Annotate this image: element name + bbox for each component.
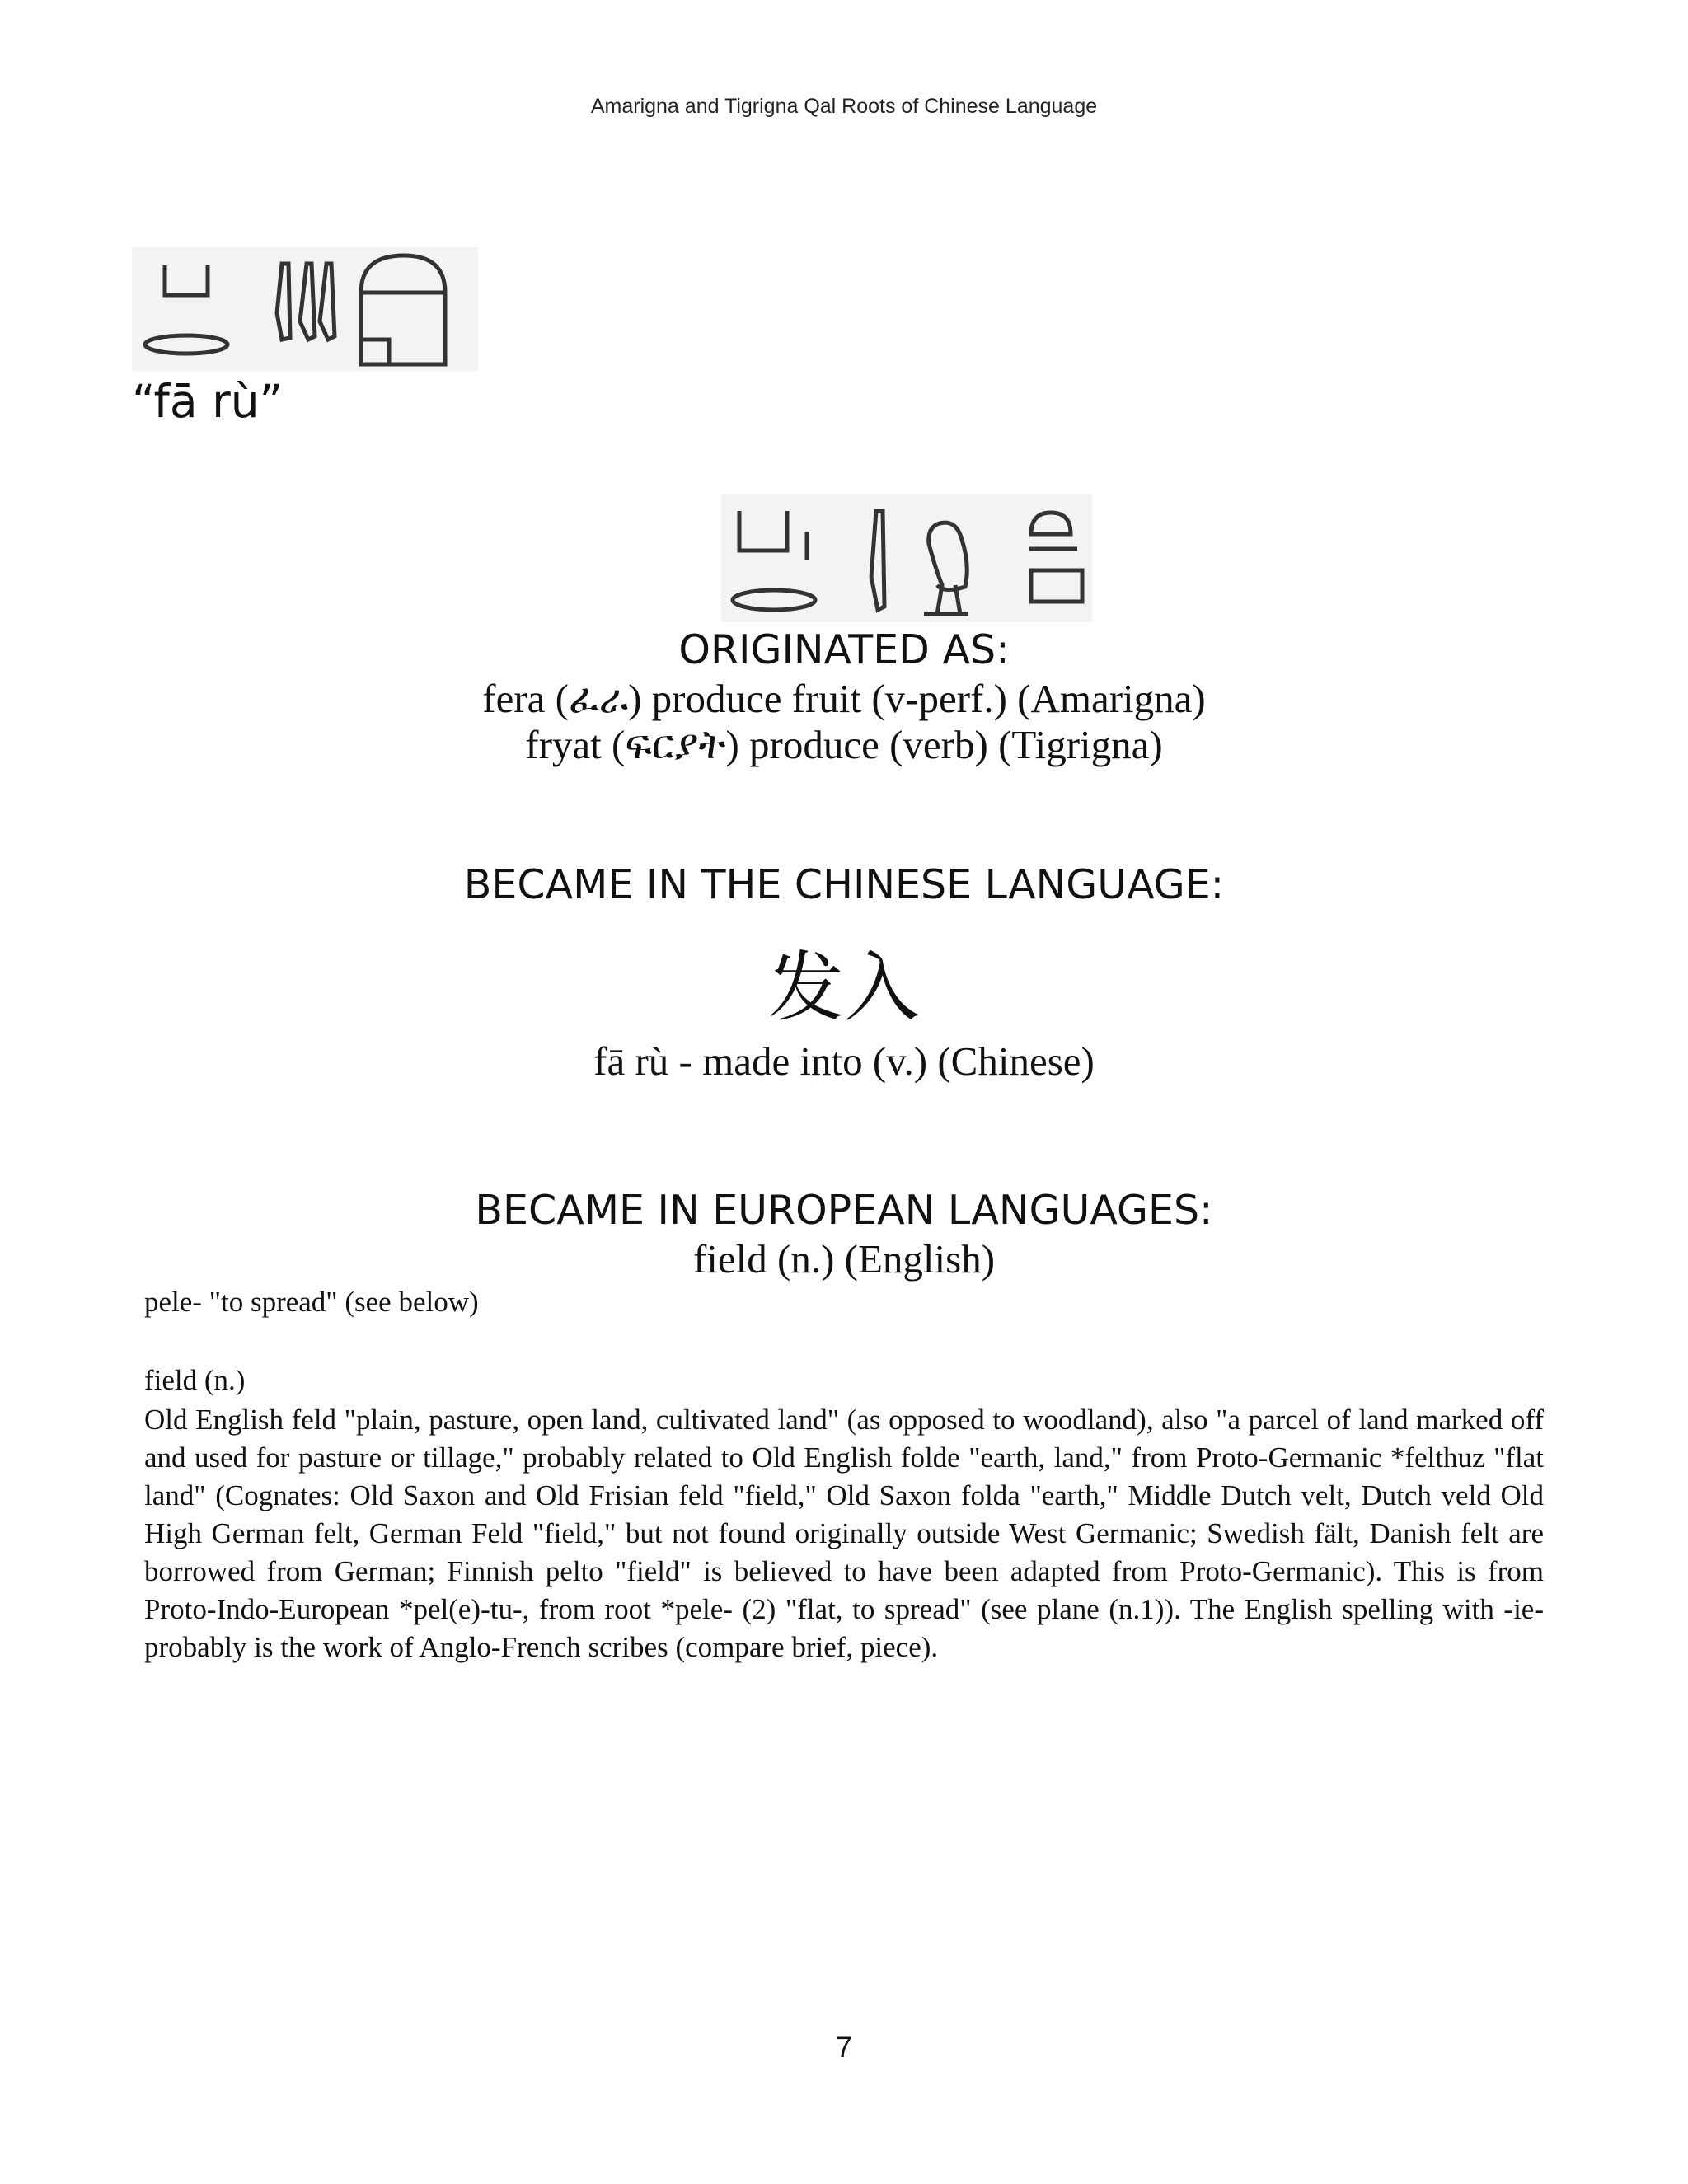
root-note: pele- "to spread" (see below)	[144, 1286, 479, 1318]
european-heading: BECAME IN EUROPEAN LANGUAGES:	[475, 1187, 1213, 1234]
chinese-gloss: fā rù - made into (v.) (Chinese)	[593, 1038, 1095, 1084]
running-header: Amarigna and Tigrigna Qal Roots of Chinese Language	[590, 95, 1098, 118]
entry-head: field (n.)	[144, 1364, 246, 1396]
amarigna-line: fera (ፈራ) produce fruit (v-perf.) (Amarigna)	[482, 676, 1206, 721]
chinese-characters: 发入	[767, 944, 920, 1032]
hieroglyph-caption: “fā rù”	[132, 375, 284, 428]
hieroglyph-image-top	[132, 247, 478, 371]
etymology-paragraph: Old English feld "plain, pasture, open land, cultivated land" (as opposed to woodland), also "a parcel of land marked off and used for pasture or tillage," probably related to Old English folde "earth, land," from Proto-Germanic *felthuz "flat land" (Cognates: Old Saxon and Old Frisian feld "field," Old Saxon folda "earth," Middle Dutch velt, Dutch veld Old High German felt, German Feld "field," but not found originally outside West Germanic; Swedish fält, Danish felt are borrowed from German; Finnish pelto "field" is believed to have been adapted from Proto-Germanic). This is from Proto-Indo-European *pel(e)-tu-, from root *pele- (2) "flat, to spread" (see plane (n.1)). The English spelling with -ie- probably is the work of Anglo-French scribes (compare brief, piece).	[144, 1404, 1544, 1663]
tigrigna-line: fryat (ፍርያት) produce (verb) (Tigrigna)	[525, 722, 1163, 767]
hieroglyph-image-center	[721, 494, 1092, 622]
originated-heading: ORIGINATED AS:	[678, 626, 1010, 673]
english-word: field (n.) (English)	[692, 1236, 996, 1282]
chinese-heading: BECAME IN THE CHINESE LANGUAGE:	[463, 861, 1225, 908]
page-number: 7	[836, 2032, 852, 2064]
